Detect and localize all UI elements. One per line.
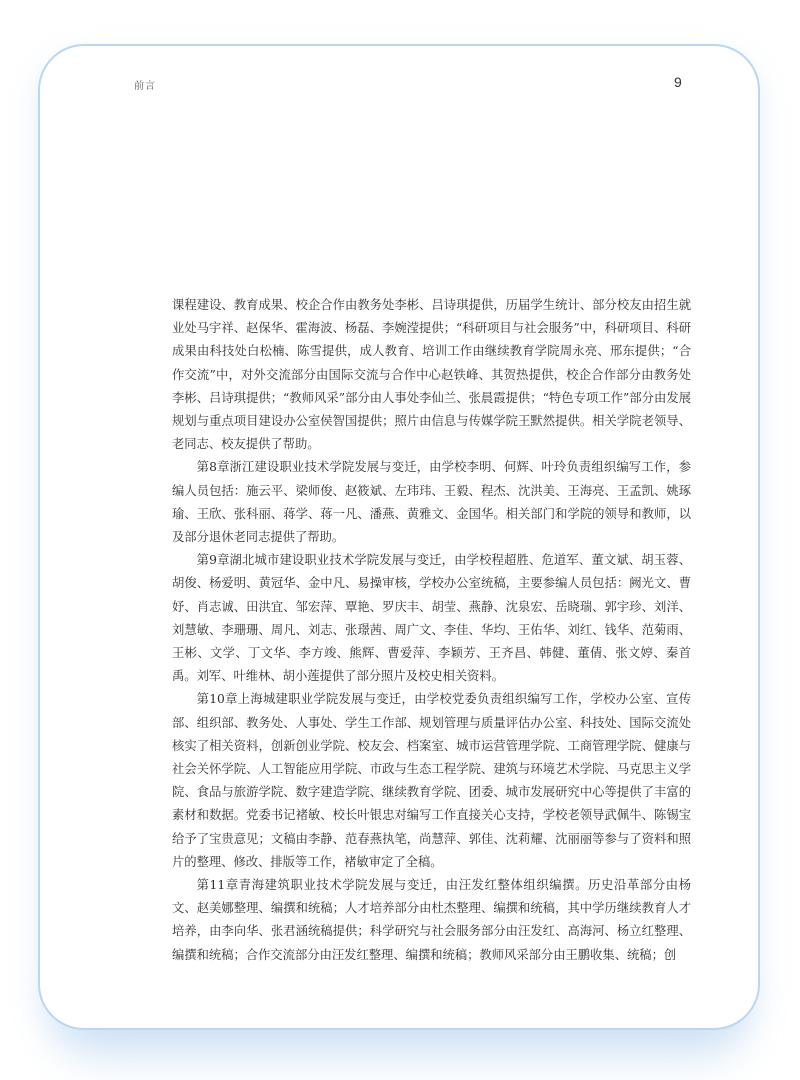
paragraph-chapter-10: 第10章上海城建职业学院发展与变迁，由学校党委负责组织编写工作，学校办公室、宣传部、组织部、教务处、人事处、学生工作部、规划管理与质量评估办公室、科技处、国际交流处核实了相关资料，创新创业学院、校友会、档案室、城市运营管理学院、工商管理学院、健康与社会关怀学院、人工智能应用学院、市政与生态工程学院、建筑与环境艺术学院、马克思主义学院、食品与旅游学院、数字建造学院、继续教育学院、团委、城市发展研究中心等提供了丰富的素材和数据。党委书记褚敏、校长叶银忠对编写工作直接关心支持，学校老领导武佩牛、陈锡宝给予了宝贵意见；文稿由李静、范春燕执笔，尚慧萍、郭佳、沈莉耀、沈丽丽等参与了资料和照片的整理、修改、排版等工作，褚敏审定了全稿。 [172,692,691,869]
paragraph-continued: 课程建设、教育成果、校企合作由教务处李彬、吕诗琪提供，历届学生统计、部分校友由招生就业处马宇祥、赵保华、霍海波、杨磊、李婉滢提供；“科研项目与社会服务”中，科研项目、科研成果由科技处白松楠、陈雪提供，成人教育、培训工作由继续教育学院周永亮、邢东提供；“合作交流”中，对外交流部分由国际交流与合作中心赵铁峰、其贺热提供，校企合作部分由教务处李彬、吕诗琪提供；“教师风采”部分由人事处李仙兰、张晨霞提供；“特色专项工作”部分由发展规划与重点项目建设办公室侯智国提供；照片由信息与传媒学院王默然提供。相关学院老领导、老同志、校友提供了帮助。 [172,298,691,452]
paragraph-chapter-8: 第8章浙江建设职业技术学院发展与变迁，由学校李明、何辉、叶玲负责组织编写工作，参编人员包括：施云平、梁师俊、赵筱斌、左玮玮、王毅、程杰、沈洪美、王海亮、王孟凯、姚琢瑜、王欣、张科丽、蒋学、蒋一凡、潘燕、黄雅文、金国华。相关部门和学院的领导和教师，以及部分退休老同志提供了帮助。 [172,460,691,545]
running-title: 前言 [134,81,156,92]
body-text [172,294,691,967]
paragraph-chapter-11: 第11章青海建筑职业技术学院发展与变迁，由汪发红整体组织编撰。历史沿革部分由杨文、赵美娜整理、编撰和统稿；人才培养部分由杜杰整理、编撰和统稿，其中学历继续教育人才培养，由李向华、张君涵统稿提供；科学研究与社会服务部分由汪发红、高海河、杨立红整理、编撰和统稿；合作交流部分由汪发红整理、编撰和统稿；教师风采部分由王鹏收集、统稿；创 [172,878,691,962]
paragraph-chapter-9: 第9章湖北城市建设职业技术学院发展与变迁，由学校程超胜、危道军、董文斌、胡玉蓉、胡俊、杨爱明、黄冠华、金中凡、易操审核，学校办公室统稿，主要参编人员包括：阙光文、曹妤、肖志诚、田洪宜、邹宏萍、覃艳、罗庆丰、胡莹、燕静、沈泉宏、岳晓瑞、郭宇珍、刘洋、刘慧敏、李珊珊、周凡、刘志、张璟茜、周广文、李佳、华均、王佑华、刘红、钱华、范菊雨、王彬、文学、丁文华、李方竣、熊辉、曹爱萍、李颖芳、王齐昌、韩健、董倩、张文婷、秦首禹。刘军、叶维林、胡小莲提供了部分照片及校史相关资料。 [172,553,691,684]
page-number: 9 [674,74,682,90]
